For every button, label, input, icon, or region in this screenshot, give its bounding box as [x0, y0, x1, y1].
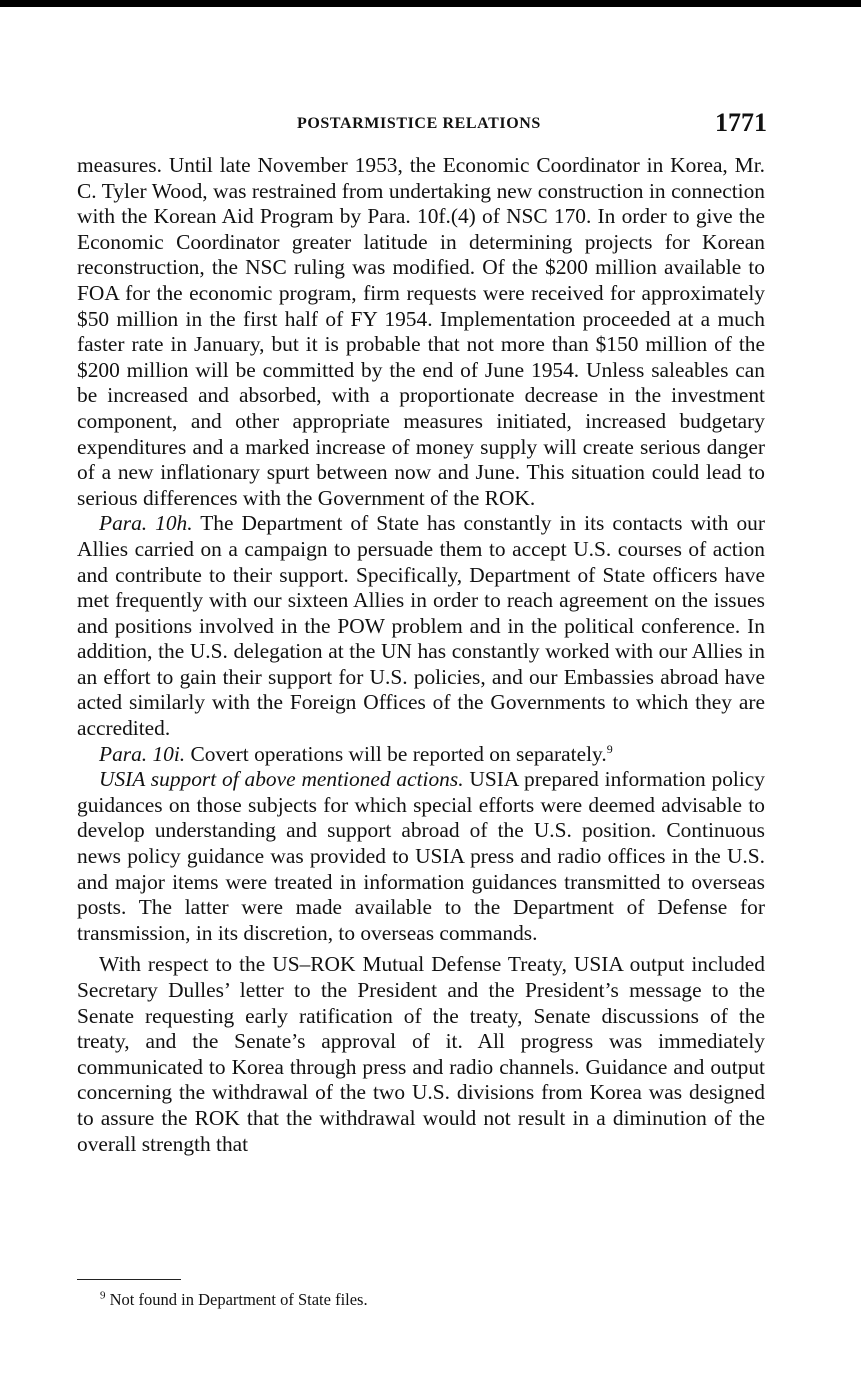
paragraph-para-10h [77, 511, 765, 741]
paragraph-usia-support [77, 767, 765, 946]
paragraph-economic-program [77, 153, 765, 511]
page-number: 1771 [715, 108, 767, 137]
paragraph-reference: USIA support of above mentioned actions. [99, 767, 464, 792]
footnote [100, 1290, 368, 1310]
footnote-marker: 9 [606, 741, 613, 756]
footnote-text: Not found in Department of State files. [105, 1290, 368, 1309]
paragraph-text: Covert operations will be reported on separately. [185, 741, 607, 766]
page-top-border [0, 0, 861, 7]
paragraph-text: The Department of State has constantly in its contacts with our Allies carried on a campaign to persuade them to accept U.S. courses of action and contribute to their support. Specifically, Department of State officers have met frequently with our sixteen Allies in order to reach agreement on the issues and positions involved in the POW problem and in the political conference. In addition, the U.S. delegation at the UN has constantly worked with our Allies in an effort to gain their support for U.S. policies, and our Embassies abroad have acted similarly with the Foreign Offices of the Governments to which they are accredited. [77, 511, 765, 741]
paragraph-defense-treaty [77, 952, 765, 1157]
paragraph-reference: Para. 10i. [99, 741, 186, 766]
paragraph-text: USIA prepared information policy guidances on those subjects for which special efforts were deemed advisable to develop understanding and support abroad of the U.S. position. Continuous news policy guidance was provided to USIA press and radio offices in the U.S. and major items were treated in information guidances transmitted to overseas posts. The latter were made available to the Department of Defense for transmission, in its discretion, to overseas commands. [77, 767, 765, 945]
paragraph-text: measures. Until late November 1953, the Economic Coordinator in Korea, Mr. C. Tyler Wood, was restrained from undertaking new construction in connection with the Korean Aid Program by Para. 10f.(4) of NSC 170. In order to give the Economic Coordinator greater latitude in determining projects for Korean reconstruction, the NSC ruling was modified. Of the $200 million available to FOA for the economic program, firm requests were received for approximately $50 million in the first half of FY 1954. Implementation proceeded at a much faster rate in January, but it is probable that not more than $150 million of the $200 million will be committed by the end of June 1954. Unless saleables can be increased and absorbed, with a proportionate decrease in the investment component, and other appropriate measures initiated, increased budgetary expenditures and a marked increase of money supply will create serious danger of a new inflationary spurt between now and June. This situation could lead to serious differences with the Government of the ROK. [77, 153, 765, 510]
body-text [77, 153, 765, 1157]
paragraph-para-10i [77, 742, 765, 768]
footnote-number: 9 [100, 1289, 106, 1302]
page-header [78, 108, 767, 140]
running-head: POSTARMISTICE RELATIONS [297, 115, 541, 132]
paragraph-reference: Para. 10h. [99, 511, 193, 536]
footnote-divider [77, 1279, 181, 1280]
paragraph-text: With respect to the US–ROK Mutual Defense Treaty, USIA output included Secretary Dulles’ letter to the President and the President’s message to the Senate requesting early ratification of the treaty, Senate discussions of the treaty, and the Senate’s approval of it. All progress was immediately communicated to Korea through press and radio channels. Guidance and output concerning the withdrawal of the two U.S. divisions from Korea was designed to assure the ROK that the withdrawal would not result in a diminution of the overall strength that [77, 952, 765, 1156]
